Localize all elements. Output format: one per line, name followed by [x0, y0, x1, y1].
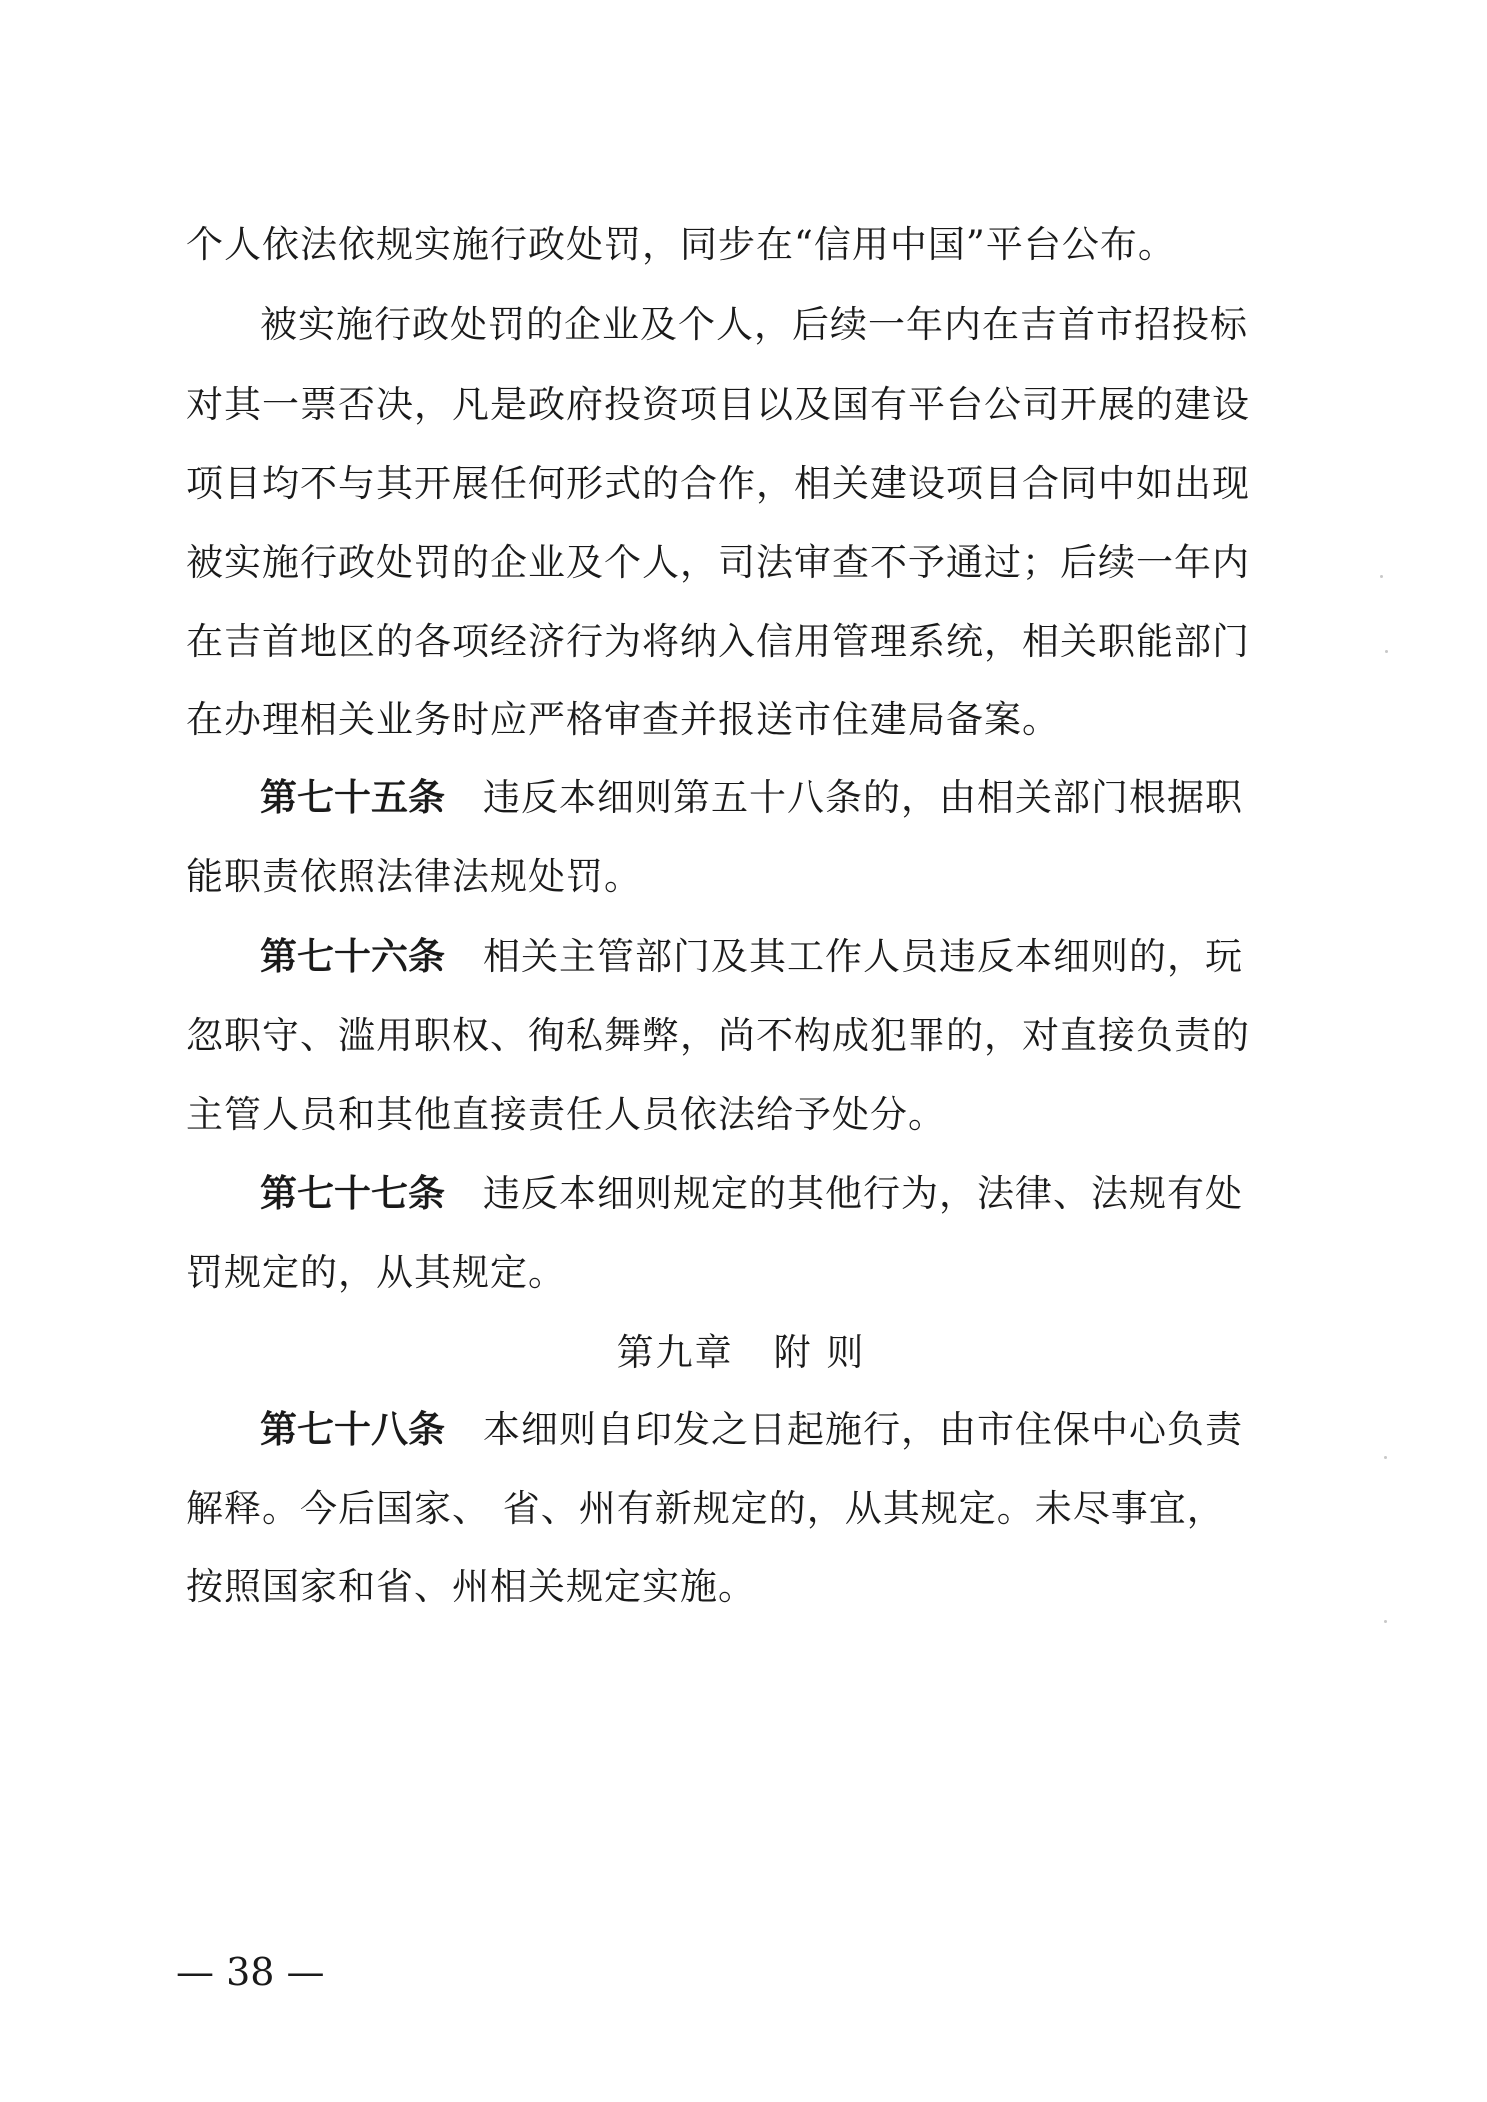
article-78-line-3: 按照国家和省、州相关规定实施。 — [186, 1565, 756, 1608]
article-76-line-3: 主管人员和其他直接责任人员依法给予处分。 — [186, 1093, 946, 1136]
article-78-line-2: 解释。今后国家、 省、州有新规定的，从其规定。未尽事宜， — [186, 1487, 1225, 1530]
text-line: 被实施行政处罚的企业及个人，司法审查不予通过；后续一年内 — [186, 541, 1250, 584]
text-line: 在办理相关业务时应严格审查并报送市住建局备案。 — [186, 698, 1060, 741]
article-label: 第七十八条 — [260, 1408, 445, 1451]
article-76-line-2: 忽职守、滥用职权、徇私舞弊，尚不构成犯罪的，对直接负责的 — [186, 1014, 1250, 1057]
text-line: 个人依法依规实施行政处罚，同步在“信用中国”平台公布。 — [186, 223, 1176, 266]
article-76-line-1 — [186, 937, 1296, 977]
article-text: 违反本细则规定的其他行为，法律、法规有处 — [483, 1172, 1243, 1215]
article-78-line-2-wrap — [186, 1489, 1296, 1529]
paragraph-penalty-line — [186, 385, 1296, 425]
paragraph-continuation — [186, 225, 1296, 265]
chapter-number: 第九章 — [616, 1331, 734, 1374]
paragraph-penalty-line — [186, 622, 1296, 662]
text-line: 项目均不与其开展任何形式的合作，相关建设项目合同中如出现 — [186, 462, 1250, 505]
article-label: 第七十五条 — [260, 776, 445, 819]
article-78-line-1 — [186, 1410, 1296, 1450]
scan-speck — [1385, 650, 1388, 653]
article-75-line-1 — [186, 778, 1296, 818]
paragraph-penalty — [186, 305, 1296, 345]
text-line: 对其一票否决，凡是政府投资项目以及国有平台公司开展的建设 — [186, 383, 1250, 426]
article-text: 本细则自印发之日起施行，由市住保中心负责 — [483, 1408, 1243, 1451]
article-77-line-1 — [186, 1174, 1296, 1214]
chapter-title: 附 则 — [773, 1331, 866, 1374]
article-text: 违反本细则第五十八条的，由相关部门根据职 — [483, 776, 1243, 819]
article-75 — [186, 778, 1296, 818]
text-line: 在吉首地区的各项经济行为将纳入信用管理系统，相关职能部门 — [186, 620, 1250, 663]
article-76-line-3-wrap — [186, 1095, 1296, 1135]
article-76 — [186, 937, 1296, 977]
scan-speck — [1384, 1456, 1387, 1459]
article-text: 相关主管部门及其工作人员违反本细则的，玩 — [483, 935, 1243, 978]
article-78-line-3-wrap — [186, 1567, 1296, 1607]
article-75-line-2: 能职责依照法律法规处罚。 — [186, 855, 642, 898]
article-77-line-2: 罚规定的，从其规定。 — [186, 1251, 566, 1294]
paragraph-penalty-line — [186, 543, 1296, 583]
article-label: 第七十七条 — [260, 1172, 445, 1215]
paragraph-penalty-line — [186, 700, 1296, 740]
scan-speck — [1384, 1620, 1387, 1623]
article-75-line-2-wrap — [186, 857, 1296, 897]
article-78 — [186, 1410, 1296, 1450]
article-76-line-2-wrap — [186, 1016, 1296, 1056]
chapter-heading — [186, 1333, 1296, 1373]
scan-speck — [1380, 575, 1383, 578]
article-label: 第七十六条 — [260, 935, 445, 978]
article-77 — [186, 1174, 1296, 1214]
paragraph-penalty-line — [186, 464, 1296, 504]
page-number: — 38 — — [176, 1950, 325, 1994]
article-77-line-2-wrap — [186, 1253, 1296, 1293]
text-line: 被实施行政处罚的企业及个人，后续一年内在吉首市招投标 — [260, 303, 1248, 346]
